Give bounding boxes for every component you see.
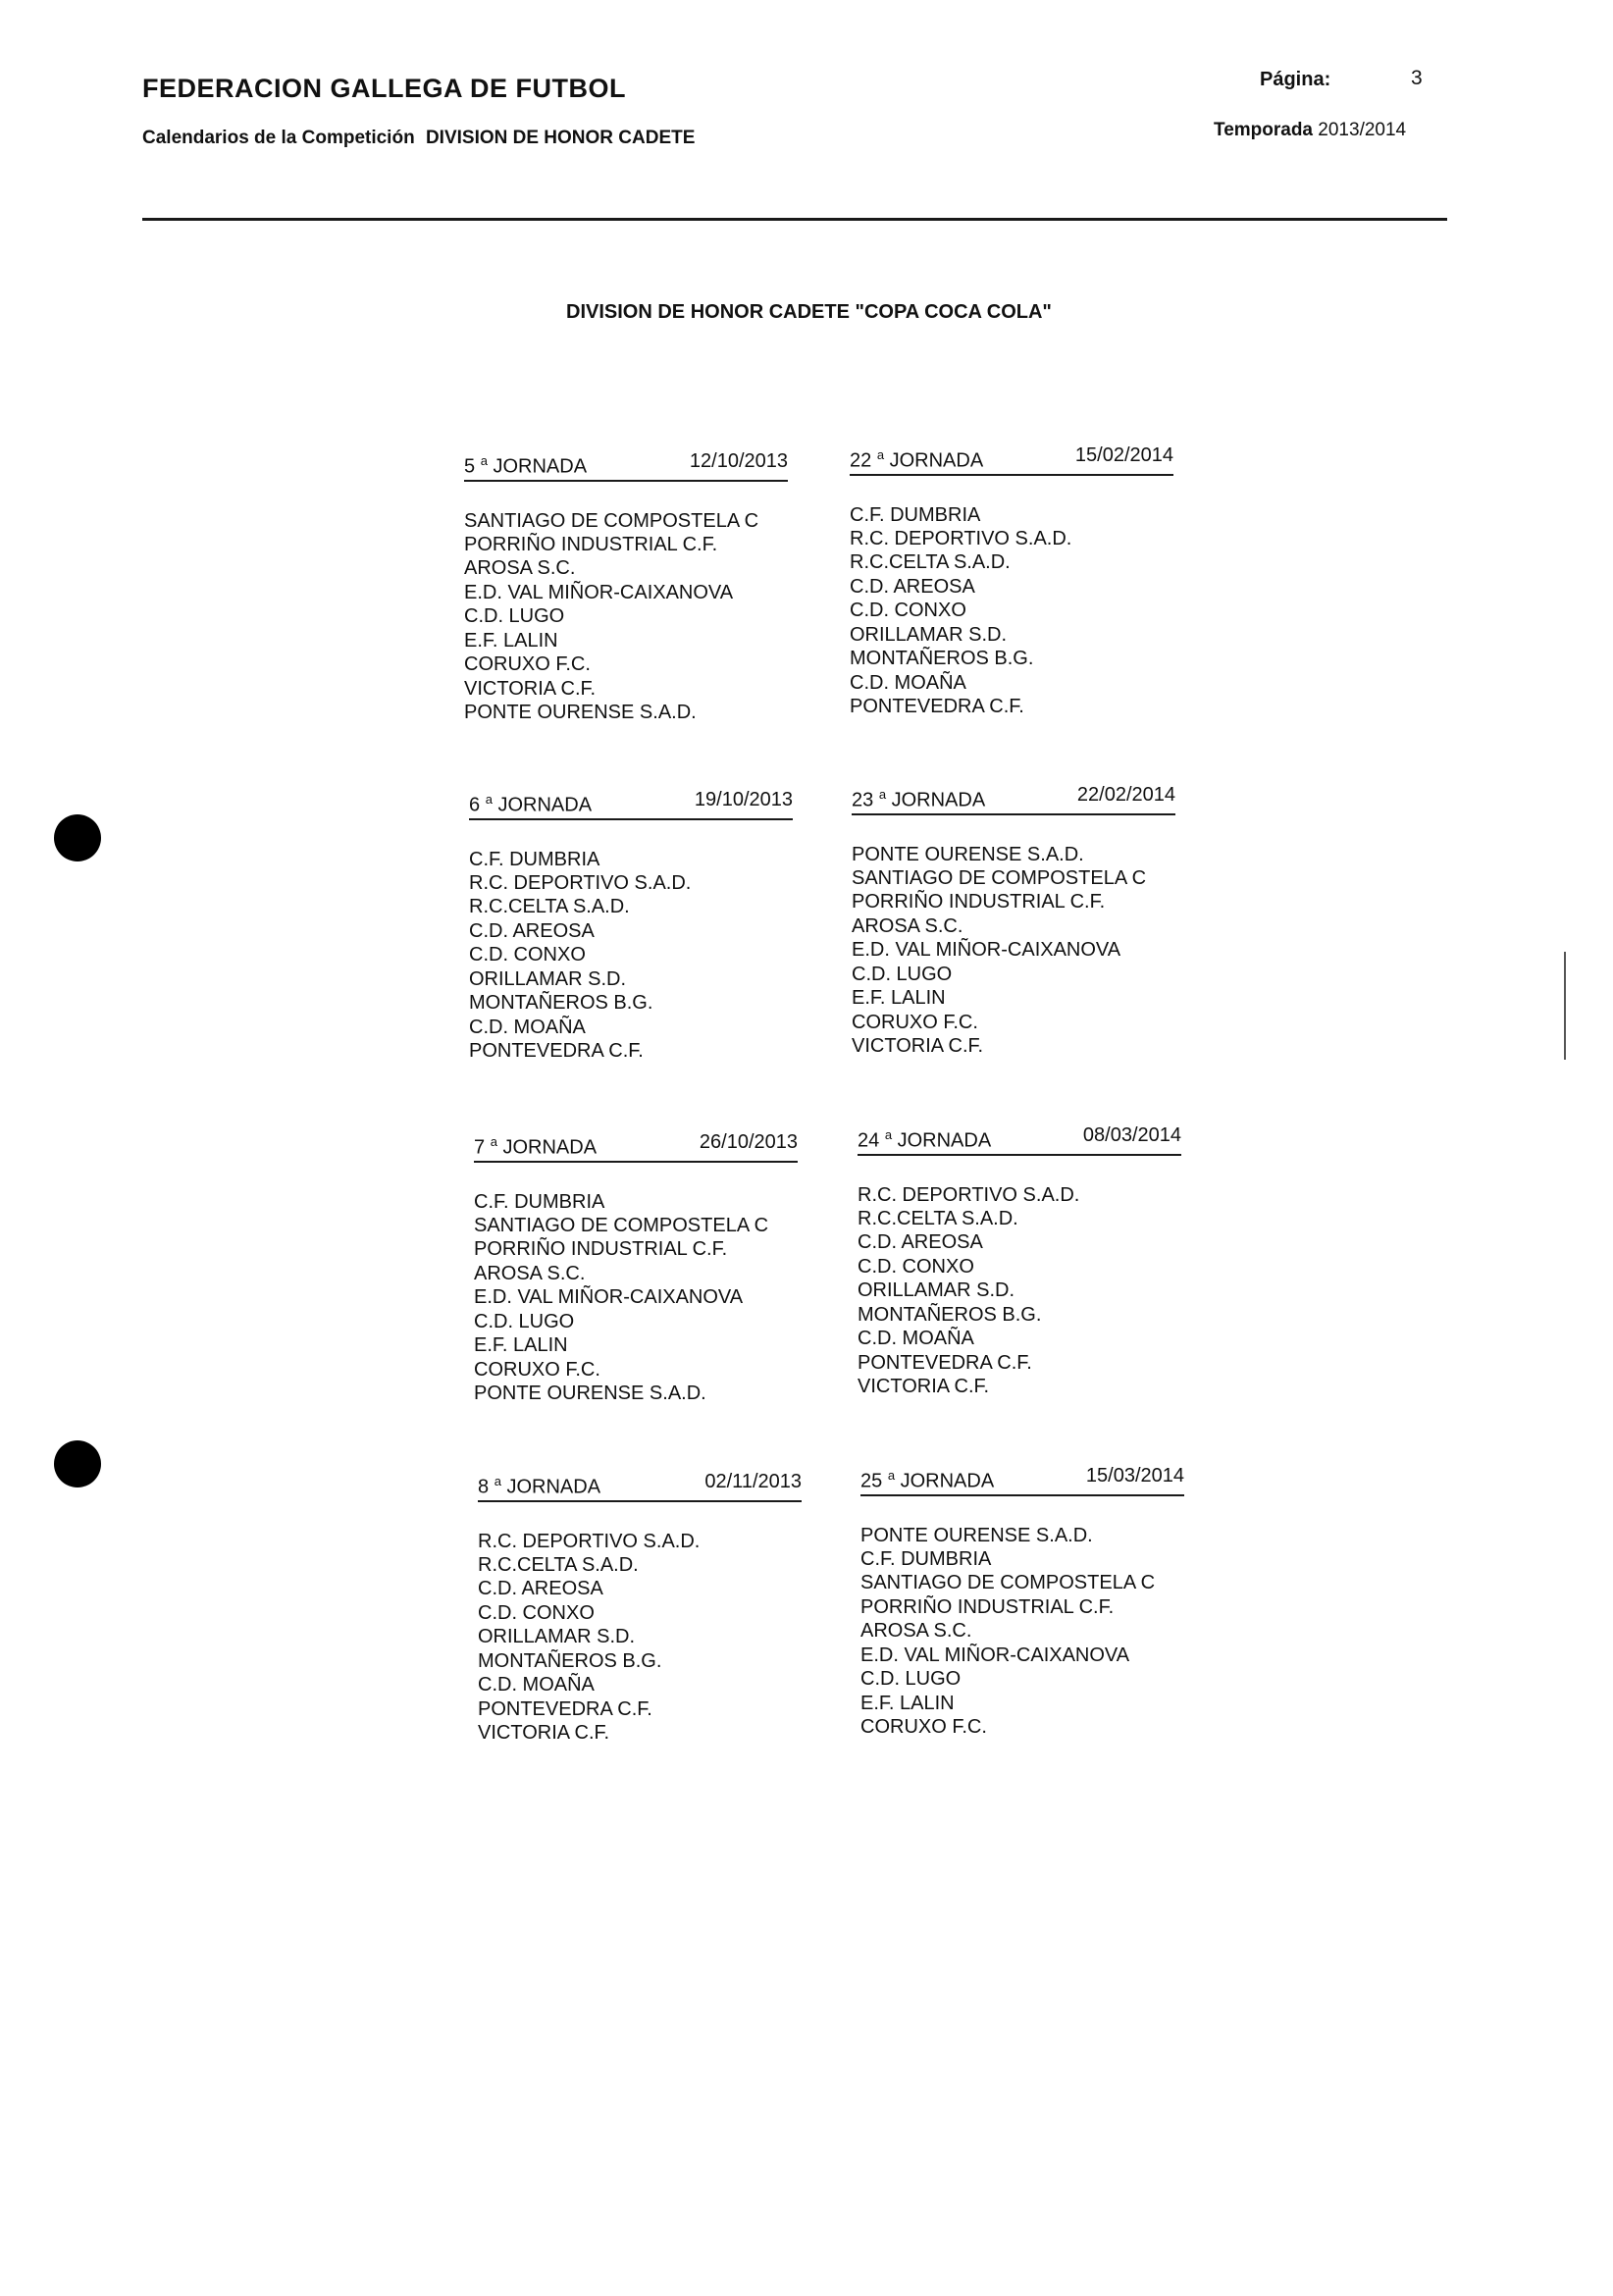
round-label: JORNADA bbox=[897, 1129, 992, 1152]
round-ordinal: a bbox=[485, 792, 493, 807]
team-name: C.D. MOAÑA bbox=[478, 1674, 595, 1696]
round-title bbox=[478, 1470, 600, 1499]
round-ordinal: a bbox=[884, 1127, 893, 1142]
header-divider bbox=[142, 218, 1447, 221]
team-name: PONTE OURENSE S.A.D. bbox=[464, 701, 697, 723]
round-block bbox=[852, 783, 1175, 1058]
round-number: 8 bbox=[478, 1476, 490, 1498]
round-block bbox=[858, 1123, 1181, 1398]
round-label: JORNADA bbox=[502, 1136, 598, 1159]
round-title bbox=[469, 788, 592, 817]
team-name: CORUXO F.C. bbox=[464, 653, 591, 676]
team-name: C.D. CONXO bbox=[469, 944, 586, 966]
round-title bbox=[852, 783, 985, 812]
team-name: AROSA S.C. bbox=[860, 1620, 972, 1643]
round-label: JORNADA bbox=[493, 455, 588, 478]
team-list bbox=[850, 503, 1173, 719]
team-name: C.D. LUGO bbox=[852, 963, 953, 985]
page-number: 3 bbox=[1411, 67, 1423, 89]
round-label: JORNADA bbox=[900, 1470, 995, 1492]
round-ordinal: a bbox=[876, 447, 885, 462]
team-name: C.F. DUMBRIA bbox=[474, 1190, 605, 1213]
scan-edge-mark bbox=[1564, 952, 1566, 1060]
round-header bbox=[852, 783, 1175, 815]
team-list bbox=[469, 848, 793, 1064]
round-ordinal: a bbox=[490, 1134, 497, 1149]
team-name: PORRIÑO INDUSTRIAL C.F. bbox=[852, 891, 1106, 913]
team-name: MONTAÑEROS B.G. bbox=[858, 1303, 1042, 1326]
team-name: ORILLAMAR S.D. bbox=[469, 967, 627, 990]
team-name: SANTIAGO DE COMPOSTELA C bbox=[852, 867, 1147, 890]
round-number: 5 bbox=[464, 455, 476, 478]
team-name: C.D. CONXO bbox=[858, 1255, 974, 1278]
team-name: C.D. AREOSA bbox=[469, 919, 595, 942]
round-date: 22/02/2014 bbox=[1076, 784, 1175, 806]
round-header bbox=[850, 444, 1173, 476]
season bbox=[1214, 120, 1406, 141]
round-date: 26/10/2013 bbox=[699, 1131, 798, 1153]
round-date: 02/11/2013 bbox=[704, 1471, 802, 1492]
round-date: 08/03/2014 bbox=[1082, 1124, 1181, 1146]
team-name: SANTIAGO DE COMPOSTELA C bbox=[474, 1215, 769, 1237]
competition-name: DIVISION DE HONOR CADETE bbox=[425, 128, 696, 148]
team-name: C.D. CONXO bbox=[478, 1601, 595, 1624]
round-block bbox=[850, 444, 1173, 718]
team-list bbox=[852, 843, 1175, 1059]
team-name: R.C.CELTA S.A.D. bbox=[478, 1554, 639, 1577]
team-name: E.F. LALIN bbox=[464, 629, 558, 652]
round-block bbox=[464, 449, 788, 724]
round-ordinal: a bbox=[480, 453, 488, 468]
team-name: C.D. AREOSA bbox=[478, 1578, 603, 1600]
team-name: CORUXO F.C. bbox=[852, 1011, 978, 1033]
round-label: JORNADA bbox=[497, 794, 593, 816]
round-header bbox=[478, 1470, 802, 1502]
team-name: R.C. DEPORTIVO S.A.D. bbox=[478, 1530, 701, 1552]
round-title bbox=[860, 1464, 994, 1493]
team-list bbox=[858, 1183, 1181, 1399]
page-label: Página: bbox=[1260, 69, 1331, 90]
team-name: C.D. LUGO bbox=[860, 1668, 962, 1691]
round-number: 24 bbox=[858, 1129, 880, 1152]
round-label: JORNADA bbox=[506, 1476, 601, 1498]
team-name: AROSA S.C. bbox=[852, 914, 963, 937]
team-name: VICTORIA C.F. bbox=[478, 1721, 610, 1744]
team-name: E.D. VAL MIÑOR-CAIXANOVA bbox=[852, 939, 1121, 962]
round-ordinal: a bbox=[887, 1468, 896, 1483]
team-name: PONTEVEDRA C.F. bbox=[478, 1697, 652, 1720]
team-name: AROSA S.C. bbox=[464, 557, 576, 580]
team-name: ORILLAMAR S.D. bbox=[478, 1626, 636, 1648]
team-name: PONTE OURENSE S.A.D. bbox=[474, 1382, 706, 1404]
round-number: 6 bbox=[469, 794, 481, 816]
team-name: MONTAÑEROS B.G. bbox=[478, 1649, 662, 1672]
team-list bbox=[478, 1530, 802, 1746]
team-name: ORILLAMAR S.D. bbox=[858, 1279, 1015, 1302]
punch-hole-top bbox=[54, 814, 101, 861]
team-name: R.C. DEPORTIVO S.A.D. bbox=[850, 528, 1072, 550]
round-date: 19/10/2013 bbox=[694, 789, 793, 810]
team-name: C.D. LUGO bbox=[474, 1310, 575, 1332]
subtitle-prefix: Calendarios de la Competición bbox=[142, 128, 415, 148]
round-label: JORNADA bbox=[891, 789, 986, 811]
team-name: C.D. LUGO bbox=[464, 605, 565, 628]
round-number: 7 bbox=[474, 1136, 486, 1159]
round-title bbox=[464, 449, 587, 479]
team-name: PORRIÑO INDUSTRIAL C.F. bbox=[474, 1238, 728, 1261]
team-name: MONTAÑEROS B.G. bbox=[850, 648, 1034, 670]
team-name: VICTORIA C.F. bbox=[858, 1375, 990, 1397]
round-header bbox=[860, 1464, 1184, 1496]
team-name: E.D. VAL MIÑOR-CAIXANOVA bbox=[464, 581, 734, 603]
team-name: C.D. MOAÑA bbox=[858, 1328, 974, 1350]
team-name: PONTEVEDRA C.F. bbox=[850, 695, 1024, 717]
round-header bbox=[464, 449, 788, 482]
team-name: E.F. LALIN bbox=[852, 987, 946, 1010]
competition-subtitle bbox=[142, 128, 695, 149]
competition-title: DIVISION DE HONOR CADETE "COPA COCA COLA" bbox=[566, 301, 1052, 323]
round-ordinal: a bbox=[878, 787, 887, 802]
round-number: 23 bbox=[852, 789, 874, 811]
team-list bbox=[860, 1524, 1184, 1740]
team-name: CORUXO F.C. bbox=[474, 1358, 600, 1381]
team-name: R.C.CELTA S.A.D. bbox=[469, 896, 630, 918]
team-list bbox=[474, 1190, 798, 1406]
round-label: JORNADA bbox=[889, 449, 984, 472]
team-name: SANTIAGO DE COMPOSTELA C bbox=[860, 1572, 1156, 1594]
team-name: SANTIAGO DE COMPOSTELA C bbox=[464, 509, 759, 532]
team-name: R.C. DEPORTIVO S.A.D. bbox=[469, 872, 692, 895]
round-ordinal: a bbox=[494, 1474, 501, 1488]
round-header bbox=[469, 788, 793, 820]
round-date: 12/10/2013 bbox=[689, 450, 788, 472]
team-name: ORILLAMAR S.D. bbox=[850, 623, 1008, 646]
round-date: 15/03/2014 bbox=[1085, 1465, 1184, 1487]
round-block bbox=[860, 1464, 1184, 1739]
team-name: PORRIÑO INDUSTRIAL C.F. bbox=[860, 1595, 1115, 1618]
season-value: 2013/2014 bbox=[1318, 120, 1407, 140]
round-block bbox=[474, 1130, 798, 1405]
team-name: E.F. LALIN bbox=[860, 1692, 955, 1714]
team-name: E.D. VAL MIÑOR-CAIXANOVA bbox=[860, 1644, 1130, 1666]
team-name: VICTORIA C.F. bbox=[464, 677, 597, 700]
team-name: PORRIÑO INDUSTRIAL C.F. bbox=[464, 534, 718, 556]
round-block bbox=[478, 1470, 802, 1745]
team-name: C.D. MOAÑA bbox=[850, 671, 966, 694]
team-name: C.F. DUMBRIA bbox=[469, 848, 600, 870]
team-name: C.F. DUMBRIA bbox=[860, 1548, 992, 1571]
team-name: AROSA S.C. bbox=[474, 1262, 586, 1284]
team-name: E.D. VAL MIÑOR-CAIXANOVA bbox=[474, 1286, 744, 1309]
team-name: PONTEVEDRA C.F. bbox=[858, 1351, 1032, 1374]
team-name: PONTE OURENSE S.A.D. bbox=[852, 843, 1084, 865]
round-title bbox=[858, 1123, 991, 1153]
team-name: VICTORIA C.F. bbox=[852, 1034, 984, 1057]
round-header bbox=[858, 1123, 1181, 1156]
team-name: CORUXO F.C. bbox=[860, 1715, 987, 1738]
federation-title: FEDERACION GALLEGA DE FUTBOL bbox=[142, 74, 626, 103]
team-name: R.C.CELTA S.A.D. bbox=[858, 1208, 1018, 1230]
team-name: C.D. CONXO bbox=[850, 600, 966, 622]
team-name: R.C.CELTA S.A.D. bbox=[850, 551, 1011, 574]
team-name: C.D. AREOSA bbox=[858, 1231, 983, 1254]
team-name: C.D. AREOSA bbox=[850, 575, 975, 598]
team-name: MONTAÑEROS B.G. bbox=[469, 992, 653, 1015]
round-header bbox=[474, 1130, 798, 1163]
round-block bbox=[469, 788, 793, 1063]
team-name: E.F. LALIN bbox=[474, 1334, 568, 1357]
team-name: C.F. DUMBRIA bbox=[850, 503, 981, 526]
round-number: 22 bbox=[850, 449, 872, 472]
team-name: PONTE OURENSE S.A.D. bbox=[860, 1524, 1093, 1546]
round-number: 25 bbox=[860, 1470, 883, 1492]
punch-hole-bottom bbox=[54, 1440, 101, 1487]
round-date: 15/02/2014 bbox=[1074, 444, 1173, 466]
round-title bbox=[850, 444, 983, 473]
team-list bbox=[464, 509, 788, 725]
team-name: PONTEVEDRA C.F. bbox=[469, 1039, 644, 1062]
team-name: R.C. DEPORTIVO S.A.D. bbox=[858, 1183, 1080, 1206]
season-label: Temporada bbox=[1214, 120, 1314, 140]
team-name: C.D. MOAÑA bbox=[469, 1016, 586, 1038]
round-title bbox=[474, 1130, 597, 1160]
